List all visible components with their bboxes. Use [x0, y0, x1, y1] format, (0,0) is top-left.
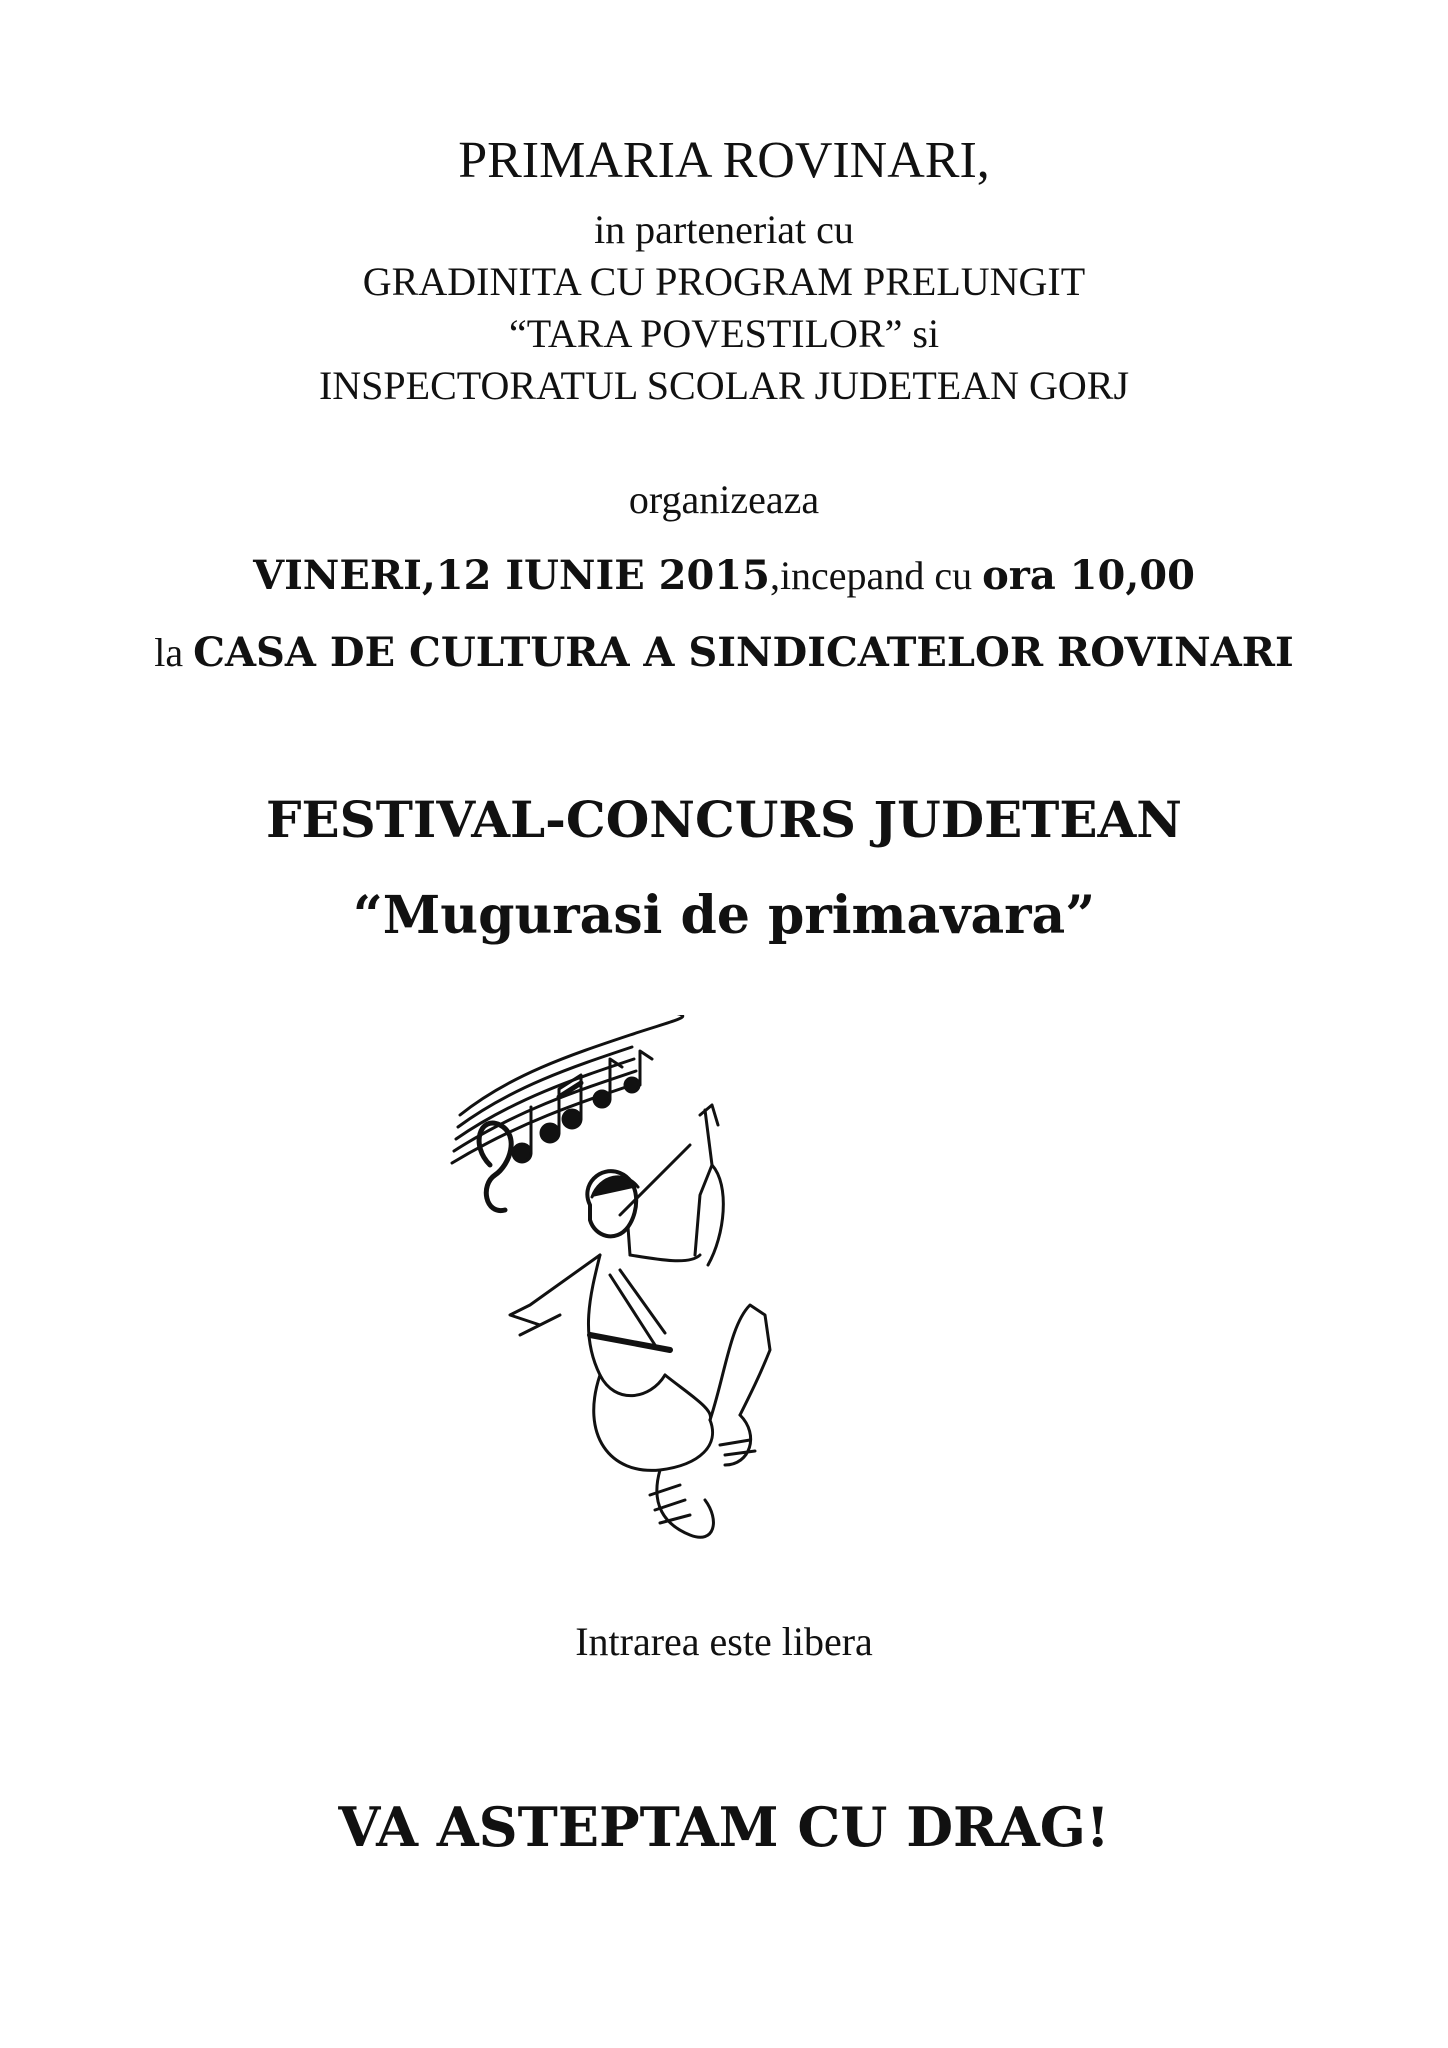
venue-line — [0, 629, 1448, 676]
event-date: VINERI,12 IUNIE 2015 — [253, 552, 770, 599]
organizes-label: organizeaza — [628, 477, 820, 522]
festival-name: “Mugurasi de primavara” — [352, 885, 1096, 946]
event-time: ora 10,00 — [982, 552, 1195, 599]
partner-inspectorate: INSPECTORATUL SCOLAR JUDETEAN GORJ — [318, 363, 1130, 408]
entry-note: Intrarea este libera — [575, 1619, 873, 1664]
closing-message: VA ASTEPTAM CU DRAG! — [338, 1795, 1110, 1859]
date-time-line — [0, 552, 1448, 599]
partner-kindergarten-name: “TARA POVESTILOR” si — [508, 311, 940, 356]
venue-intro: la — [154, 630, 194, 675]
event-venue: CASA DE CULTURA A SINDICATELOR ROVINARI — [193, 629, 1294, 676]
festival-title: FESTIVAL-CONCURS JUDETEAN — [266, 790, 1182, 849]
partner-kindergarten-line: GRADINITA CU PROGRAM PRELUNGIT — [362, 259, 1086, 304]
organizer-title: PRIMARIA ROVINARI, — [458, 132, 990, 189]
time-intro: ,incepand cu — [769, 553, 983, 598]
partnership-intro: in parteneriat cu — [594, 207, 854, 252]
folk-dancer-with-music-notes-icon — [450, 1015, 810, 1575]
